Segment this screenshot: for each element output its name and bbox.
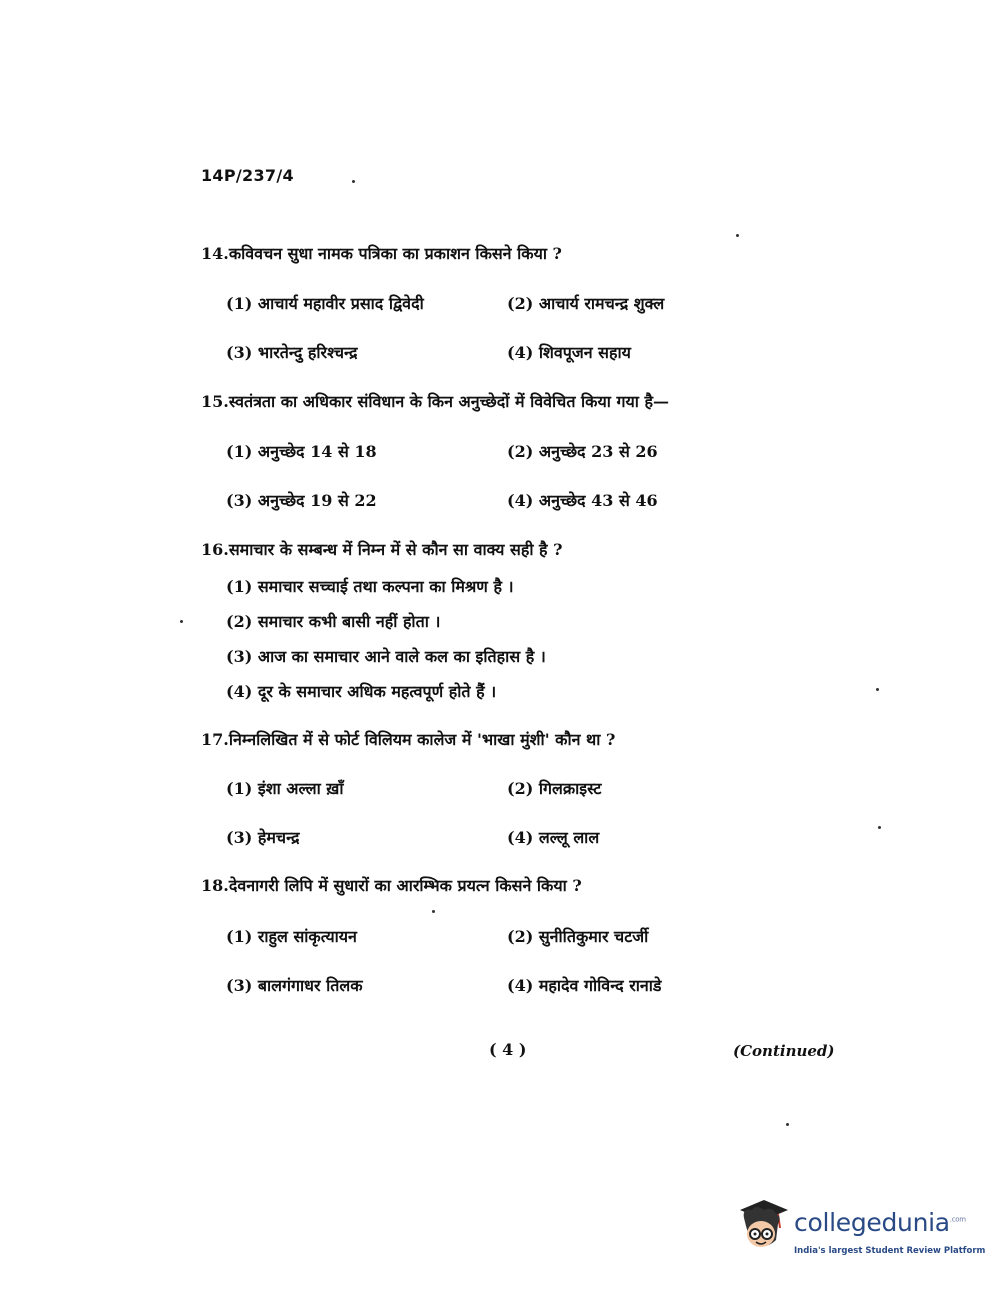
- question-number: 17.: [201, 730, 229, 749]
- question-15: [201, 390, 669, 412]
- q18-option-2: (2) सुनीतिकुमार चटर्जी: [507, 927, 649, 946]
- q16-option-3: (3) आज का समाचार आने वाले कल का इतिहास है ।: [226, 647, 546, 666]
- q15-option-2: (2) अनुच्छेद 23 से 26: [507, 442, 658, 461]
- q14-option-1: (1) आचार्य महावीर प्रसाद द्विवेदी: [226, 294, 424, 313]
- question-14: [201, 242, 562, 264]
- q17-option-3: (3) हेमचन्द्र: [226, 828, 300, 847]
- q18-option-3: (3) बालगंगाधर तिलक: [226, 976, 363, 995]
- question-number: 15.: [201, 392, 229, 411]
- question-text: समाचार के सम्बन्ध में निम्न में से कौन सा वाक्य सही है ?: [228, 540, 563, 559]
- scan-speck: [180, 620, 183, 623]
- question-18: [201, 874, 582, 896]
- question-16: [201, 538, 563, 560]
- q15-option-3: (3) अनुच्छेद 19 से 22: [226, 491, 377, 510]
- scan-speck: [352, 180, 355, 183]
- question-text: निम्नलिखित में से फोर्ट विलियम कालेज में 'भाखा मुंशी' कौन था ?: [228, 730, 616, 749]
- scan-speck: [736, 234, 739, 237]
- question-text: स्वतंत्रता का अधिकार संविधान के किन अनुच्छेदों में विवेचित किया गया है—: [228, 392, 669, 411]
- question-text: कविवचन सुधा नामक पत्रिका का प्रकाशन किसने किया ?: [228, 244, 562, 263]
- q15-option-1: (1) अनुच्छेद 14 से 18: [226, 442, 377, 461]
- paper-code: 14P/237/4: [201, 166, 294, 185]
- q18-option-1: (1) राहुल सांकृत्यायन: [226, 927, 357, 946]
- q17-option-2: (2) गिलक्राइस्ट: [507, 779, 602, 798]
- brand-tagline: India's largest Student Review Platform: [794, 1246, 986, 1256]
- q14-option-4: (4) शिवपूजन सहाय: [507, 343, 631, 362]
- collegedunia-mascot-icon: [734, 1196, 792, 1260]
- page-number: ( 4 ): [489, 1040, 527, 1059]
- brand-name: collegedunia: [794, 1208, 950, 1237]
- scan-speck: [876, 688, 879, 691]
- question-number: 16.: [201, 540, 229, 559]
- q14-option-3: (3) भारतेन्दु हरिश्चन्द्र: [226, 343, 358, 362]
- brand-suffix: .com: [949, 1215, 966, 1224]
- q16-option-2: (2) समाचार कभी बासी नहीं होता ।: [226, 612, 441, 631]
- q16-option-4: (4) दूर के समाचार अधिक महत्वपूर्ण होते हैं ।: [226, 682, 497, 701]
- q18-option-4: (4) महादेव गोविन्द रानाडे: [507, 976, 662, 995]
- q16-option-1: (1) समाचार सच्चाई तथा कल्पना का मिश्रण है ।: [226, 577, 514, 596]
- q15-option-4: (4) अनुच्छेद 43 से 46: [507, 491, 658, 510]
- question-text: देवनागरी लिपि में सुधारों का आरम्भिक प्रयत्न किसने किया ?: [228, 876, 582, 895]
- q17-option-1: (1) इंशा अल्ला ख़ाँ: [226, 779, 344, 798]
- question-number: 18.: [201, 876, 229, 895]
- brand-wordmark: [794, 1208, 966, 1237]
- scan-speck: [786, 1123, 789, 1126]
- continued-note: (Continued): [733, 1042, 835, 1060]
- scan-speck: [432, 910, 435, 913]
- question-number: 14.: [201, 244, 229, 263]
- q14-option-2: (2) आचार्य रामचन्द्र शुक्ल: [507, 294, 665, 313]
- question-17: [201, 728, 615, 750]
- q17-option-4: (4) लल्लू लाल: [507, 828, 600, 847]
- scan-speck: [878, 826, 881, 829]
